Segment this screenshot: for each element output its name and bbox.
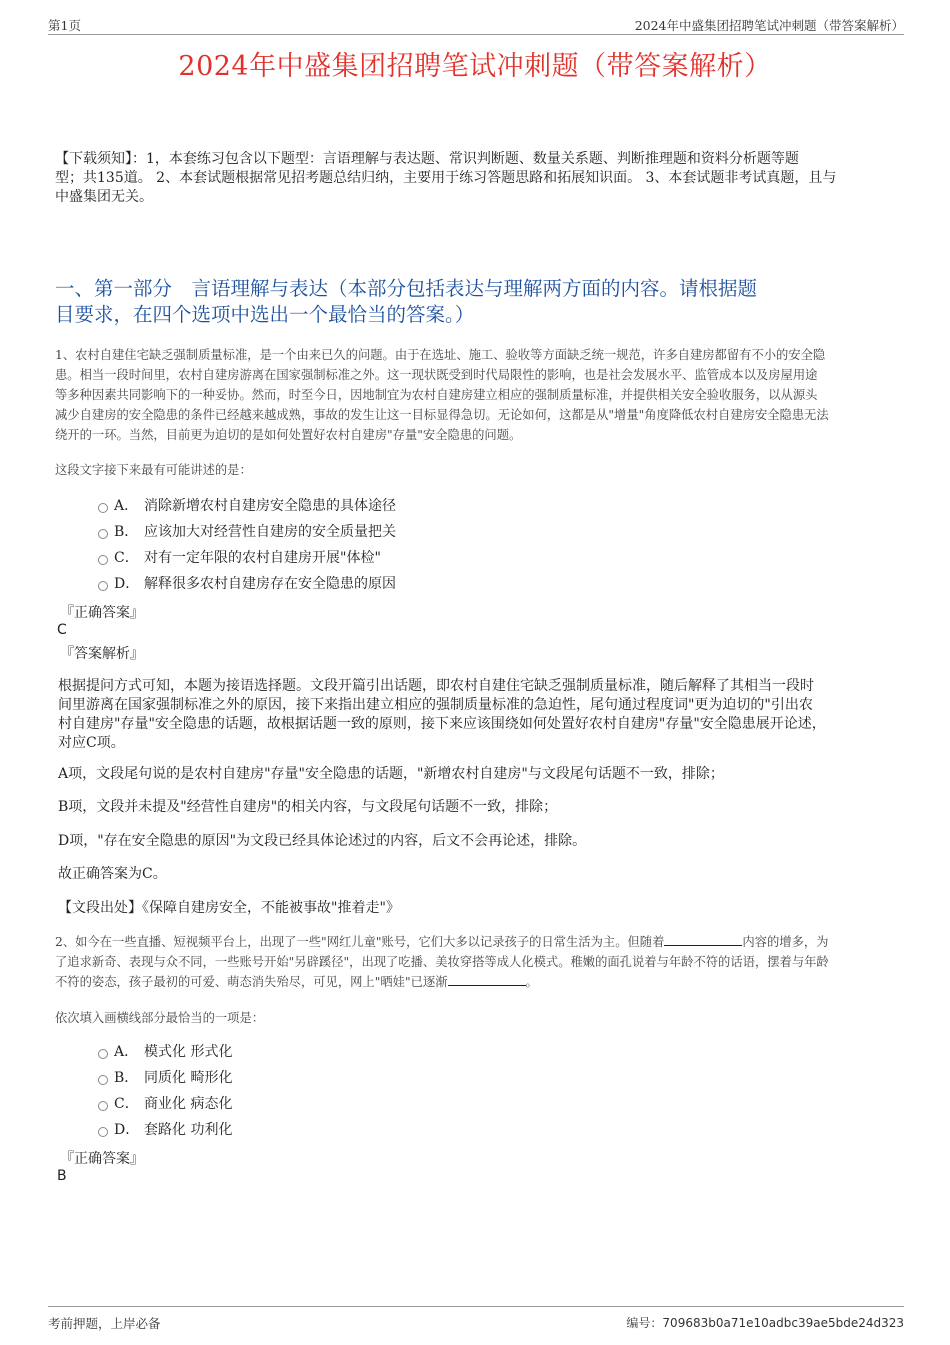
stem-text: 2、如今在一些直播、短视频平台上，出现了一些"网红儿童"账号，它们大多以记录孩子的日常生活为主。但随着 xyxy=(55,935,665,949)
footer-code xyxy=(626,1314,904,1331)
question-1-ask: 这段文字接下来最有可能讲述的是： xyxy=(55,463,252,477)
q1-analysis-label: 『答案解析』 xyxy=(60,646,144,662)
q1-source: 【文段出处】《保障自建房安全，不能被事故"推着走"》 xyxy=(58,900,400,916)
option-text: 同质化 畸形化 xyxy=(144,1070,233,1086)
option-letter: D． xyxy=(114,1122,140,1138)
option-letter: A． xyxy=(114,498,139,514)
radio-icon[interactable] xyxy=(98,1101,108,1111)
notice-line: 【下载须知】：1，本套练习包含以下题型：言语理解与表达题、常识判断题、数量关系题、判断推理题和资料分析题等题 xyxy=(55,151,799,167)
stem-text: 不符的姿态，孩子最初的可爱、萌态消失殆尽，可见，网上"晒娃"已逐渐 xyxy=(55,975,448,989)
footer-code-label: 编号： xyxy=(626,1316,663,1330)
stem-text: 。 xyxy=(525,975,538,989)
option-text: 商业化 病态化 xyxy=(144,1096,233,1112)
option-letter: C． xyxy=(114,1096,139,1112)
stem-text: 内容的增多，为 xyxy=(742,935,829,949)
footer-code-value: 709683b0a71e10adbc39ae5bde24d323 xyxy=(662,1316,904,1330)
option-text: 应该加大对经营性自建房的安全质量把关 xyxy=(144,524,396,540)
analysis-line: 对应C项。 xyxy=(58,735,125,751)
q2-answer-label: 『正确答案』 xyxy=(60,1151,144,1167)
notice-line: 中盛集团无关。 xyxy=(55,189,153,205)
option-text: 消除新增农村自建房安全隐患的具体途径 xyxy=(144,498,396,514)
q1-analysis-d: D项，"存在安全隐患的原因"为文段已经具体论述过的内容，后文不会再论述，排除。 xyxy=(58,833,587,849)
q1-analysis-a: A项，文段尾句说的是农村自建房"存量"安全隐患的话题，"新增农村自建房"与文段尾句话题不一致，排除； xyxy=(58,766,724,782)
stem-line: 患。相当一段时间里，农村自建房游离在国家强制标准之外。这一现状既受到时代局限性的影响，也是社会发展水平、监管成本以及房屋用途 xyxy=(55,368,818,382)
page-number: 第1页 xyxy=(48,18,81,33)
q1-analysis-b: B项，文段并未提及"经营性自建房"的相关内容，与文段尾句话题不一致，排除； xyxy=(58,799,558,815)
q1-option-d[interactable] xyxy=(98,573,396,595)
page-footer xyxy=(48,1306,904,1329)
section-heading xyxy=(55,276,900,328)
analysis-line: 间里游离在国家强制标准之外的原因，接下来指出建立相应的强制质量标准的急迫性，尾句通过程度词"更为迫切的"引出农 xyxy=(58,697,813,713)
option-letter: B． xyxy=(114,1070,139,1086)
notice-line: 型；共135道。 2、本套试题根据常见招考题总结归纳，主要用于练习答题思路和拓展知识面。 3、本套试题非考试真题，且与 xyxy=(55,170,837,186)
question-2-ask: 依次填入画横线部分最恰当的一项是： xyxy=(55,1011,265,1025)
stem-line: 绕开的一环。当然，目前更为迫切的是如何处置好农村自建房"存量"安全隐患的问题。 xyxy=(55,428,522,442)
q1-option-c[interactable] xyxy=(98,547,381,569)
q1-answer: C xyxy=(57,622,67,638)
option-text: 模式化 形式化 xyxy=(144,1044,233,1060)
option-letter: C． xyxy=(114,550,139,566)
radio-icon[interactable] xyxy=(98,555,108,565)
option-text: 对有一定年限的农村自建房开展"体检" xyxy=(144,550,381,566)
q2-answer: B xyxy=(57,1168,67,1184)
q1-option-a[interactable] xyxy=(98,495,396,517)
radio-icon[interactable] xyxy=(98,1049,108,1059)
q1-analysis-main xyxy=(58,677,888,753)
radio-icon[interactable] xyxy=(98,1075,108,1085)
stem-line xyxy=(55,932,900,952)
q2-option-b[interactable] xyxy=(98,1067,232,1089)
question-2-stem xyxy=(55,932,900,992)
radio-icon[interactable] xyxy=(98,503,108,513)
option-text: 解释很多农村自建房存在安全隐患的原因 xyxy=(144,576,396,592)
document-title: 2024年中盛集团招聘笔试冲刺题（带答案解析） xyxy=(178,51,772,82)
analysis-line: 根据提问方式可知，本题为接语选择题。文段开篇引出话题，即农村自建住宅缺乏强制质量标准，随后解释了其相当一段时 xyxy=(58,678,814,694)
q1-conclusion: 故正确答案为C。 xyxy=(58,866,167,882)
radio-icon[interactable] xyxy=(98,1127,108,1137)
option-letter: D． xyxy=(114,576,140,592)
footer-slogan: 考前押题，上岸必备 xyxy=(48,1316,161,1331)
q1-answer-label: 『正确答案』 xyxy=(60,605,144,621)
option-letter: B． xyxy=(114,524,139,540)
stem-line: 1、农村自建住宅缺乏强制质量标准，是一个由来已久的问题。由于在选址、施工、验收等方面缺乏统一规范，许多自建房都留有不小的安全隐 xyxy=(55,348,826,362)
q2-option-c[interactable] xyxy=(98,1093,232,1115)
section-heading-line: 一、第一部分 言语理解与表达（本部分包括表达与理解两方面的内容。请根据题 xyxy=(55,277,758,300)
stem-line: 等多种因素共同影响下的一种妥协。然而，时至今日，因地制宜为农村自建房建立相应的强制质量标准，并提供相关安全验收服务，以从源头 xyxy=(55,388,818,402)
q2-option-d[interactable] xyxy=(98,1119,232,1141)
fill-blank xyxy=(448,974,526,986)
q1-option-b[interactable] xyxy=(98,521,396,543)
stem-line: 了追求新奇、表现与众不同，一些账号开始"另辟蹊径"，出现了吃播、美妆穿搭等成人化模式。稚嫩的面孔说着与年龄不符的话语，摆着与年龄 xyxy=(55,955,829,969)
option-letter: A． xyxy=(114,1044,139,1060)
stem-line xyxy=(55,972,900,992)
radio-icon[interactable] xyxy=(98,581,108,591)
question-1-stem xyxy=(55,345,900,445)
page-header xyxy=(48,14,904,35)
fill-blank xyxy=(664,934,742,946)
stem-line: 减少自建房的安全隐患的条件已经越来越成熟，事故的发生让这一目标显得急切。无论如何，这都是从"增量"角度降低农村自建房安全隐患无法 xyxy=(55,408,829,422)
q2-option-a[interactable] xyxy=(98,1041,232,1063)
header-doc-title: 2024年中盛集团招聘笔试冲刺题（带答案解析） xyxy=(634,18,904,33)
section-heading-line: 目要求，在四个选项中选出一个最恰当的答案。） xyxy=(55,303,475,326)
download-notice xyxy=(55,150,900,207)
analysis-line: 村自建房"存量"安全隐患的话题，故根据话题一致的原则，接下来应该围绕如何处置好农村自建房"存量"安全隐患展开论述， xyxy=(58,716,826,732)
radio-icon[interactable] xyxy=(98,529,108,539)
option-text: 套路化 功利化 xyxy=(144,1122,233,1138)
